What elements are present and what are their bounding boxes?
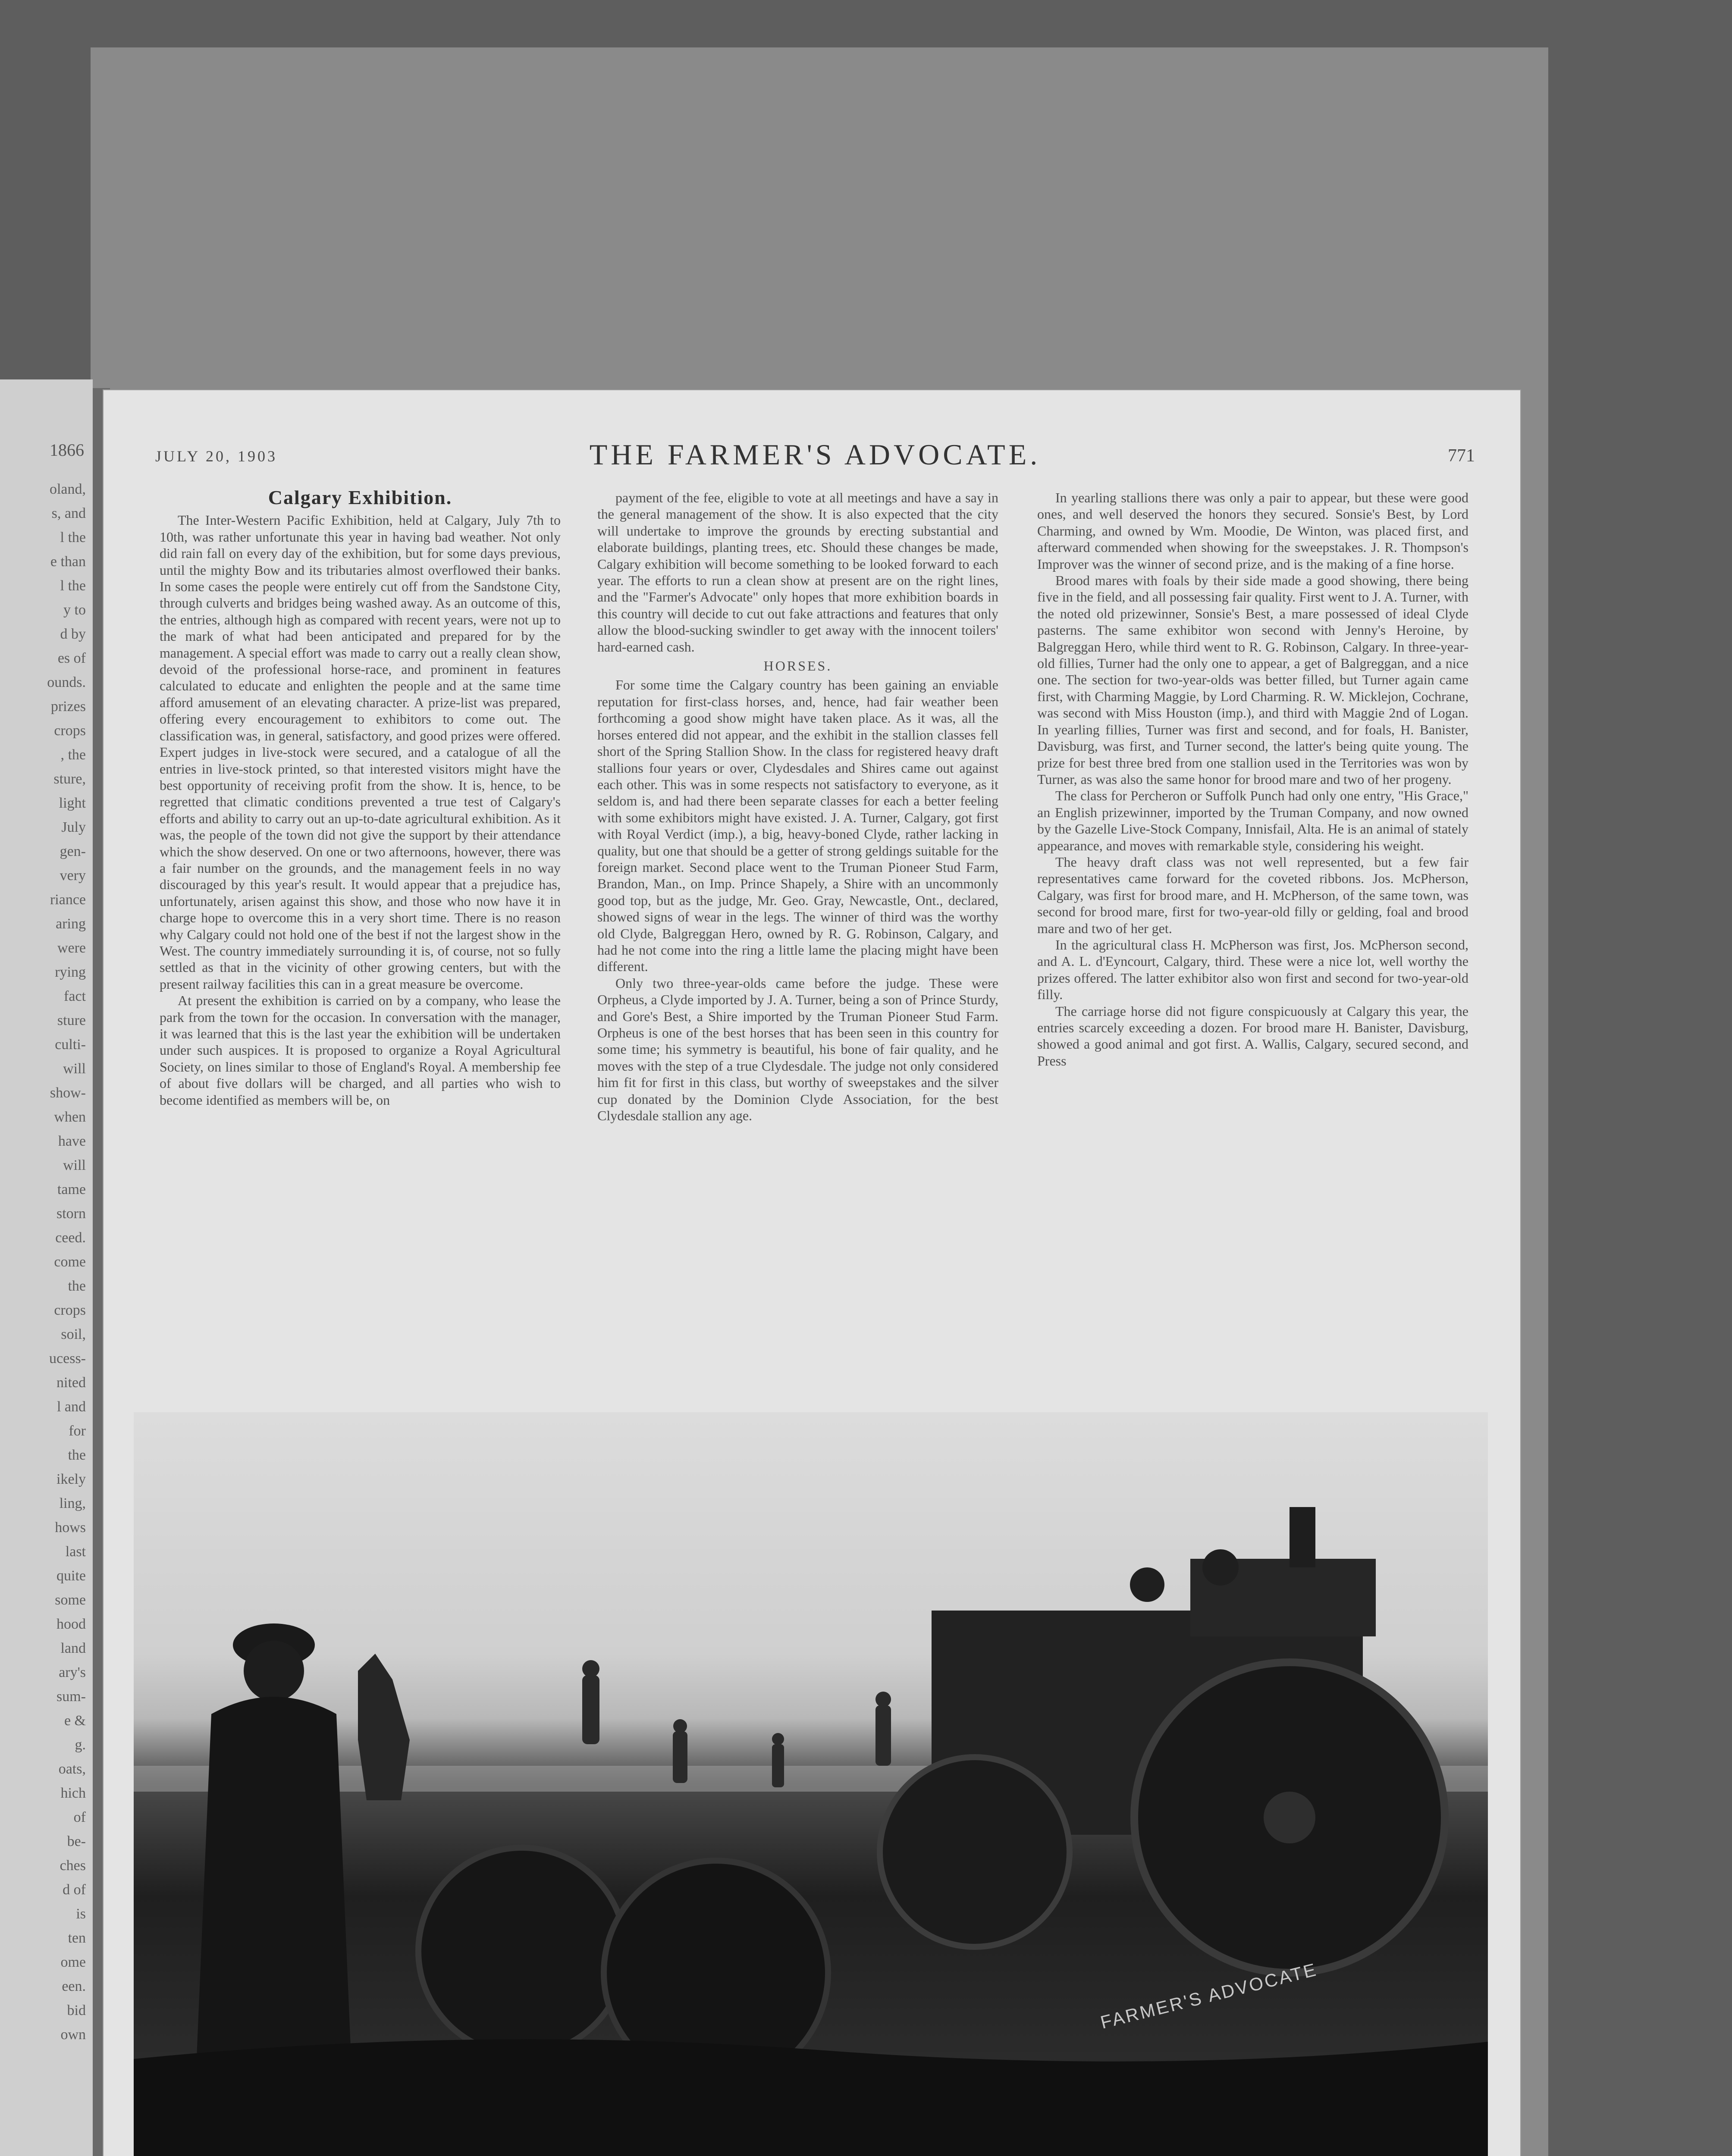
adjacent-text-line: een.: [62, 1978, 86, 1994]
issue-date: JULY 20, 1903: [155, 448, 278, 465]
adjacent-text-line: crops: [54, 723, 86, 739]
adjacent-page-number: 1866: [50, 440, 84, 460]
adjacent-text-line: come: [54, 1254, 86, 1270]
newspaper-page: [104, 390, 1520, 2156]
section-subheading: HORSES.: [763, 658, 832, 674]
adjacent-text-line: some: [55, 1592, 86, 1608]
adjacent-text-line: ounds.: [47, 674, 86, 690]
adjacent-text-line: July: [61, 819, 86, 835]
adjacent-text-line: g.: [75, 1737, 86, 1753]
adjacent-text-line: hood: [56, 1616, 86, 1632]
photo-watermark: FARMER'S ADVOCATE: [1098, 1959, 1320, 2033]
steam-plow-photograph: [134, 1412, 1488, 2156]
paragraph: The Inter-Western Pacific Exhibition, held at Calgary, July 7th to 10th, was rather unfortunate this year in having bad weather. Not only did rain fall on every day of the exhibition, but for some days previous, until the mighty Bow and its tributaries almost overflowed their banks. In some cases the people were entirely cut off from the Sandstone City, through culverts and bridges being washed away. As an outcome of this, the entries, although high as compared with recent years, were not up to the mark of what had been anticipated and prepared for by the management. A special effort was made to carry out a really clean show, devoid of the professional horse-race, and prominent in features calculated to educate and enlighten the people and at the same time afford amusement of an elevating character. A prize-list was prepared, offering every encouragement to exhibitors to come out. The classification was, in general, satisfactory, and good prizes were offered. Expert judges in live-stock were secured, and a catalogue of all the entries in live-stock printed, so that interested visitors might have the best opportunity of receiving profit from the show. It is, hence, to be regretted that climatic conditions prevented a true test of Calgary's efforts and ability to carry out an up-to-date agricultural exhibition. As it was, the people of the town did not give the support by their attendance which the show deserved. On one or two afternoons, however, there was a fair number on the grounds, and the management feels in no way discouraged by this year's result. It would appear that a prejudice has, unfortunately, arisen against this show, and those who now have it in charge hope to overcome this in a very short time. There is no reason why Calgary could not hold one of the best if not the largest show in the West. The country immediately surrounding it is, of course, not so fully settled as that in the vicinity of other growing centers, but with the present railway facilities this can in a great measure be overcome.: [160, 512, 561, 992]
adjacent-text-line: hows: [55, 1520, 86, 1536]
adjacent-text-line: oats,: [58, 1761, 86, 1777]
paragraph: Brood mares with foals by their side made a good showing, there being five in the field, and all possessing fair quality. First went to J. A. Turner, with the noted old prizewinner, Sonsie's Best, a mare possessed of ideal Clyde pasterns. The same exhibitor won second with Jenny's Heroine, by Balgreggan Hero, while third went to R. G. Robinson, Calgary. In three-year-old fillies, Turner had the only one to appear, a get of Balgreggan, and a nice one. The section for two-year-olds was better filled, but Turner again came first, with Charming Maggie, by Lord Charming. R. W. Micklejon, Cochrane, was second with Miss Houston (imp.), and third with Maggie 2nd of Logan. In yearling fillies, Turner was first and second, and for foals, H. Banister, Davisburg, was first, and Turner second, the latter's being quite young. The prize for best three bred from one stallion used in the Territories was won by Turner, as was also the same honor for brood mare and two of her progeny.: [1037, 573, 1468, 787]
adjacent-text-line: were: [57, 940, 86, 956]
adjacent-text-line: ikely: [56, 1471, 86, 1487]
adjacent-text-line: sture: [57, 1012, 86, 1028]
adjacent-text-line: ches: [60, 1858, 86, 1874]
adjacent-text-line: e &: [64, 1713, 86, 1729]
adjacent-text-line: be-: [67, 1833, 86, 1849]
paragraph: For some time the Calgary country has been gaining an enviable reputation for first-class horses, and, hence, had fair weather been forthcoming a good show might have taken place. As it was, all the horses entered did not appear, and the exhibit in the stallion classes fell short of the Spring Stallion Show. In the class for registered heavy draft stallions four years or over, Clydesdales and Shires came out against each other. This was in some respects not satisfactory to everyone, as it seldom is, and had there been separate classes for each a better feeling with some exhibitors might have existed. J. A. Turner, Calgary, got first with Royal Verdict (imp.), a big, heavy-boned Clyde, rather lacking in quality, but one that should be a getter of strong geldings suitable for the foreign market. Second place went to the Truman Pioneer Stud Farm, Brandon, Man., on Imp. Prince Shapely, a Shire with an uncommonly good top, but as the judge, Mr. Geo. Gray, Newcastle, Ont., declared, showed signs of wear in the legs. The winner of third was the worthy old Clyde, Balgreggan Hero, owned by R. G. Robinson, Calgary, and had he not come into the ring a little lame the placing might have been different.: [597, 677, 998, 975]
adjacent-text-line: ling,: [59, 1495, 86, 1511]
publication-title: THE FARMER'S ADVOCATE.: [589, 438, 1041, 471]
adjacent-text-line: ucess-: [49, 1351, 86, 1366]
adjacent-text-line: bid: [67, 2002, 86, 2018]
adjacent-text-line: nited: [56, 1375, 86, 1391]
paragraph: The carriage horse did not figure conspicuously at Calgary this year, the entries scarcely exceeding a dozen. For brood mare H. Banister, Davisburg, showed a good animal and got first. A. Wallis, Calgary, secured second, and Press: [1037, 1003, 1468, 1069]
adjacent-text-line: soil,: [61, 1326, 86, 1342]
paragraph: payment of the fee, eligible to vote at all meetings and have a say in the general management of the show. It is also expected that the city will undertake to improve the grounds by erecting substantial and elaborate buildings, planting trees, etc. Should these changes be made, Calgary exhibition will become something to be looked forward to each year. The efforts to run a clean show at present are on the right lines, and the "Farmer's Advocate" only hopes that more exhibition boards in this country will decide to cut out fake attractions and features that only allow the blood-sucking swindler to get away with the innocent toilers' hard-earned cash.: [597, 490, 998, 655]
photo-scene: [134, 1412, 1488, 2156]
adjacent-text-line: fact: [64, 988, 86, 1004]
adjacent-text-line: last: [65, 1544, 86, 1560]
adjacent-page-fragment: [0, 379, 93, 2156]
paragraph: The class for Percheron or Suffolk Punch had only one entry, "His Grace," an English prizewinner, imported by the Truman Company, and now owned by the Gazelle Live-Stock Company, Innisfail, Alta. He is an animal of stately appearance, and moves with remarkable style, considering his weight.: [1037, 788, 1468, 853]
article-heading: Calgary Exhibition.: [268, 486, 452, 508]
adjacent-text-line: will: [63, 1157, 86, 1173]
adjacent-text-line: d of: [63, 1882, 86, 1898]
paragraph: Only two three-year-olds came before the judge. These were Orpheus, a Clyde imported by J. A. Turner, being a son of Prince Sturdy, and Gore's Best, a Shire imported by the Truman Pioneer Stud Farm. Orpheus is one of the best horses that has been seen in this country for some time; his symmetry is beautiful, his bone of fair quality, and he moves with the step of a true Clydesdale. The judge not only considered him fit for first in this class, but worthy of sweepstakes and the silver cup donated by the Dominion Clyde Association, for the best Clydesdale stallion any age.: [597, 975, 998, 1124]
page-header: [155, 438, 1475, 476]
adjacent-text-line: sture,: [53, 771, 86, 787]
adjacent-text-line: is: [76, 1906, 86, 1922]
adjacent-text-line: the: [68, 1447, 86, 1463]
adjacent-text-line: light: [59, 795, 86, 811]
paragraph: In the agricultural class H. McPherson was first, Jos. McPherson second, and A. L. d'Eyncourt, Calgary, third. These were a nice lot, well worthy the prizes offered. The latter exhibitor also won first and second for two-year-old filly.: [1037, 937, 1468, 1003]
adjacent-text-line: y to: [63, 602, 86, 618]
adjacent-text-line: very: [60, 868, 86, 884]
adjacent-text-line: prizes: [50, 699, 86, 714]
paragraph: At present the exhibition is carried on by a company, who lease the park from the town for the occasion. In conversation with the manager, it was learned that this is the last year the exhibition will be undertaken under such auspices. It is proposed to organize a Royal Agricultural Society, on lines similar to those of England's Royal. A membership fee of about five dollars will be charged, and all parties who wish to become identified as members will be, on: [160, 993, 561, 1108]
adjacent-text-line: the: [68, 1278, 86, 1294]
adjacent-text-line: crops: [54, 1302, 86, 1318]
adjacent-text-line: es of: [57, 650, 86, 666]
adjacent-text-line: ome: [60, 1954, 86, 1970]
paragraph: The heavy draft class was not well represented, but a few fair representatives came forward for the coveted ribbons. Jos. McPherson, Calgary, was first for brood mare, and H. McPherson, of the same town, was second for brood mare, first for two-year-old filly or gelding, foal and brood mare and two of her get.: [1037, 854, 1468, 936]
adjacent-text-line: rying: [55, 964, 86, 980]
adjacent-text-line: e than: [50, 554, 86, 570]
adjacent-text-line: ten: [68, 1930, 86, 1946]
adjacent-text-line: ary's: [59, 1664, 86, 1680]
adjacent-text-line: have: [58, 1133, 86, 1149]
adjacent-text-line: s, and: [51, 505, 86, 521]
adjacent-text-line: , the: [60, 747, 86, 763]
adjacent-text-line: gen-: [60, 843, 86, 859]
adjacent-text-line: own: [60, 2027, 86, 2043]
adjacent-text-line: hich: [60, 1785, 86, 1801]
adjacent-text-line: storn: [56, 1206, 86, 1222]
adjacent-text-line: culti-: [55, 1037, 86, 1053]
column-3: [1037, 489, 1468, 1069]
adjacent-text-line: for: [69, 1423, 86, 1439]
adjacent-text-line: of: [73, 1809, 86, 1825]
adjacent-text-line: sum-: [56, 1689, 86, 1705]
column-1: [160, 486, 561, 1108]
adjacent-text-line: show-: [50, 1085, 86, 1101]
adjacent-text-line: riance: [50, 892, 86, 908]
adjacent-text-line: quite: [56, 1568, 86, 1584]
adjacent-text-line: l the: [60, 530, 86, 545]
adjacent-text-line: ceed.: [55, 1230, 86, 1246]
adjacent-text-line: d by: [60, 626, 86, 642]
paragraph: In yearling stallions there was only a pair to appear, but these were good ones, and well deserved the honors they secured. Sonsie's Best, by Lord Charming, and owned by Wm. Moodie, De Winton, was placed first, and afterward commended when showing for the sweepstakes. J. R. Thompson's Improver was the winner of second prize, and is the making of a fine horse.: [1037, 490, 1468, 572]
adjacent-text-line: tame: [57, 1181, 86, 1197]
adjacent-text-line: oland,: [49, 481, 86, 497]
adjacent-text-line: will: [63, 1061, 86, 1077]
page-number: 771: [1448, 446, 1475, 466]
adjacent-text-line: when: [54, 1109, 86, 1125]
adjacent-text-line: l the: [60, 578, 86, 594]
adjacent-text-line: l and: [56, 1399, 86, 1415]
column-2: [597, 489, 998, 1124]
adjacent-page-text: [0, 477, 93, 2047]
adjacent-text-line: aring: [56, 916, 86, 932]
adjacent-text-line: land: [60, 1640, 86, 1656]
